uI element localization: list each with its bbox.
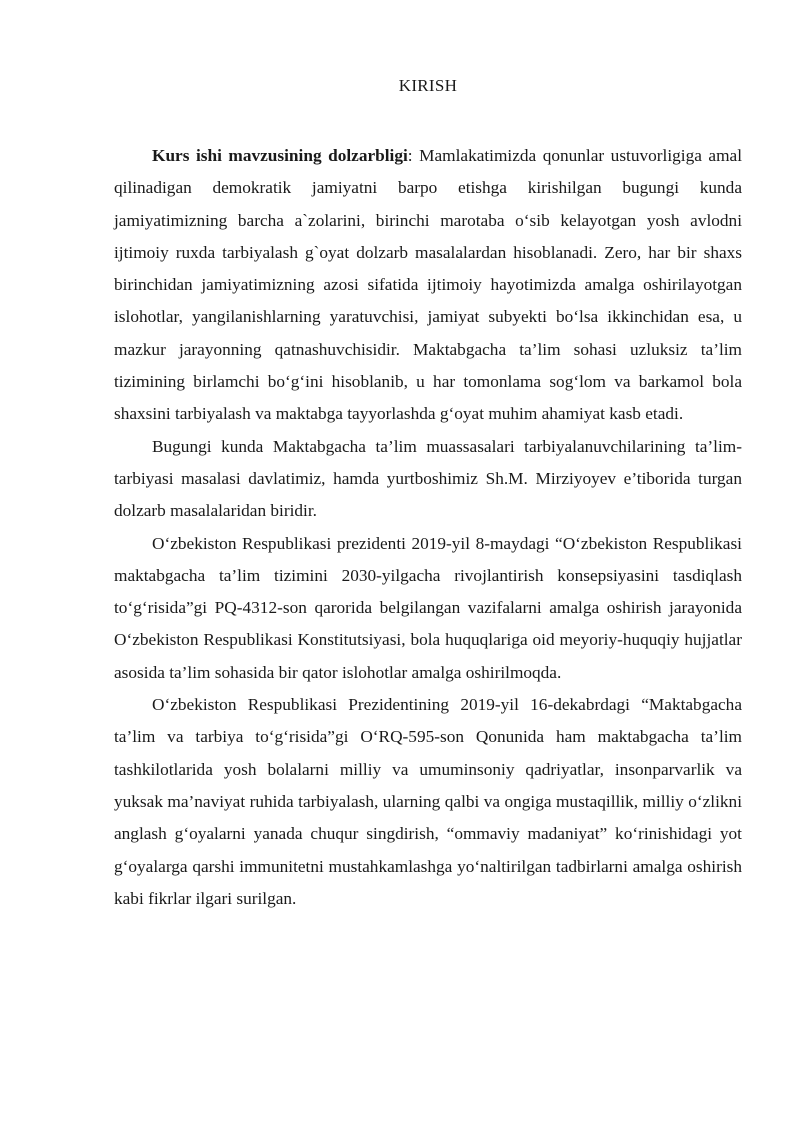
relevance-heading: Kurs ishi mavzusining dolzarbligi [152, 146, 408, 165]
paragraph-3: O‘zbekiston Respublikasi prezidenti 2019-yil 8-maydagi “O‘zbekiston Respublikasi maktabgacha ta’lim tizimini 2030-yilgacha rivojlantirish konsepsiyasini tasdiqlash to‘g‘risida”gi PQ-4312-son qarorida belgilangan vazifalarni amalga oshirish jarayonida O‘zbekiston Respublikasi Konstitutsiyasi, bola huquqlariga oid meyoriy-huquqiy hujjatlar asosida ta’lim sohasida bir qator islohotlar amalga oshirilmoqda. [114, 533, 742, 682]
paragraph-relevance [114, 140, 742, 431]
document-body [114, 140, 742, 915]
page-title: KIRISH [398, 76, 458, 95]
paragraph-2: Bugungi kunda Maktabgacha ta’lim muassasalari tarbiyalanuvchilarining ta’lim-tarbiyasi masalasi davlatimiz, hamda yurtboshimiz Sh.M. Mirziyoyev e’tiborida turgan dolzarb masalalaridan biridir. [114, 436, 742, 521]
relevance-text: : Mamlakatimizda qonunlar ustuvorligiga amal qilinadigan demokratik jamiyatni barpo etishga kirishilgan bugungi kunda jamiyatimizning barcha a`zolarini, birinchi marotaba o‘sib kelayotgan yosh avlodni ijtimoiy ruxda tarbiyalash g`oyat dolzarb masalalardan hisoblanadi. Zero, har bir shaxs birinchidan jamiyatimizning azosi sifatida ijtimoiy hayotimizda amalga oshirilayotgan islohotlar, yangilanishlarning yaratuvchisi, jamiyat subyekti bo‘lsa ikkinchidan esa, u mazkur jarayonning qatnashuvchisidir. Maktabgacha ta’lim sohasi uzluksiz ta’lim tizimining birlamchi bo‘g‘ini hisoblanib, u har tomonlama sog‘lom va barkamol bola shaxsini tarbiyalash va maktabga tayyorlashda g‘oyat muhim ahamiyat kasb etadi. [114, 146, 742, 424]
paragraph-4: O‘zbekiston Respublikasi Prezidentining 2019-yil 16-dekabrdagi “Maktabgacha ta’lim va tarbiya to‘g‘risida”gi O‘RQ-595-son Qonunida ham maktabgacha ta’lim tashkilotlarida yosh bolalarni milliy va umuminsoniy qadriyatlar, insonparvarlik va yuksak ma’naviyat ruhida tarbiyalash, ularning qalbi va ongiga mustaqillik, milliy o‘zlikni anglash g‘oyalarni yanada chuqur singdirish, “ommaviy madaniyat” ko‘rinishidagi yot g‘oyalarga qarshi immunitetni mustahkamlashga yo‘naltirilgan tadbirlarni amalga oshirish kabi fikrlar ilgari surilgan. [114, 695, 742, 908]
